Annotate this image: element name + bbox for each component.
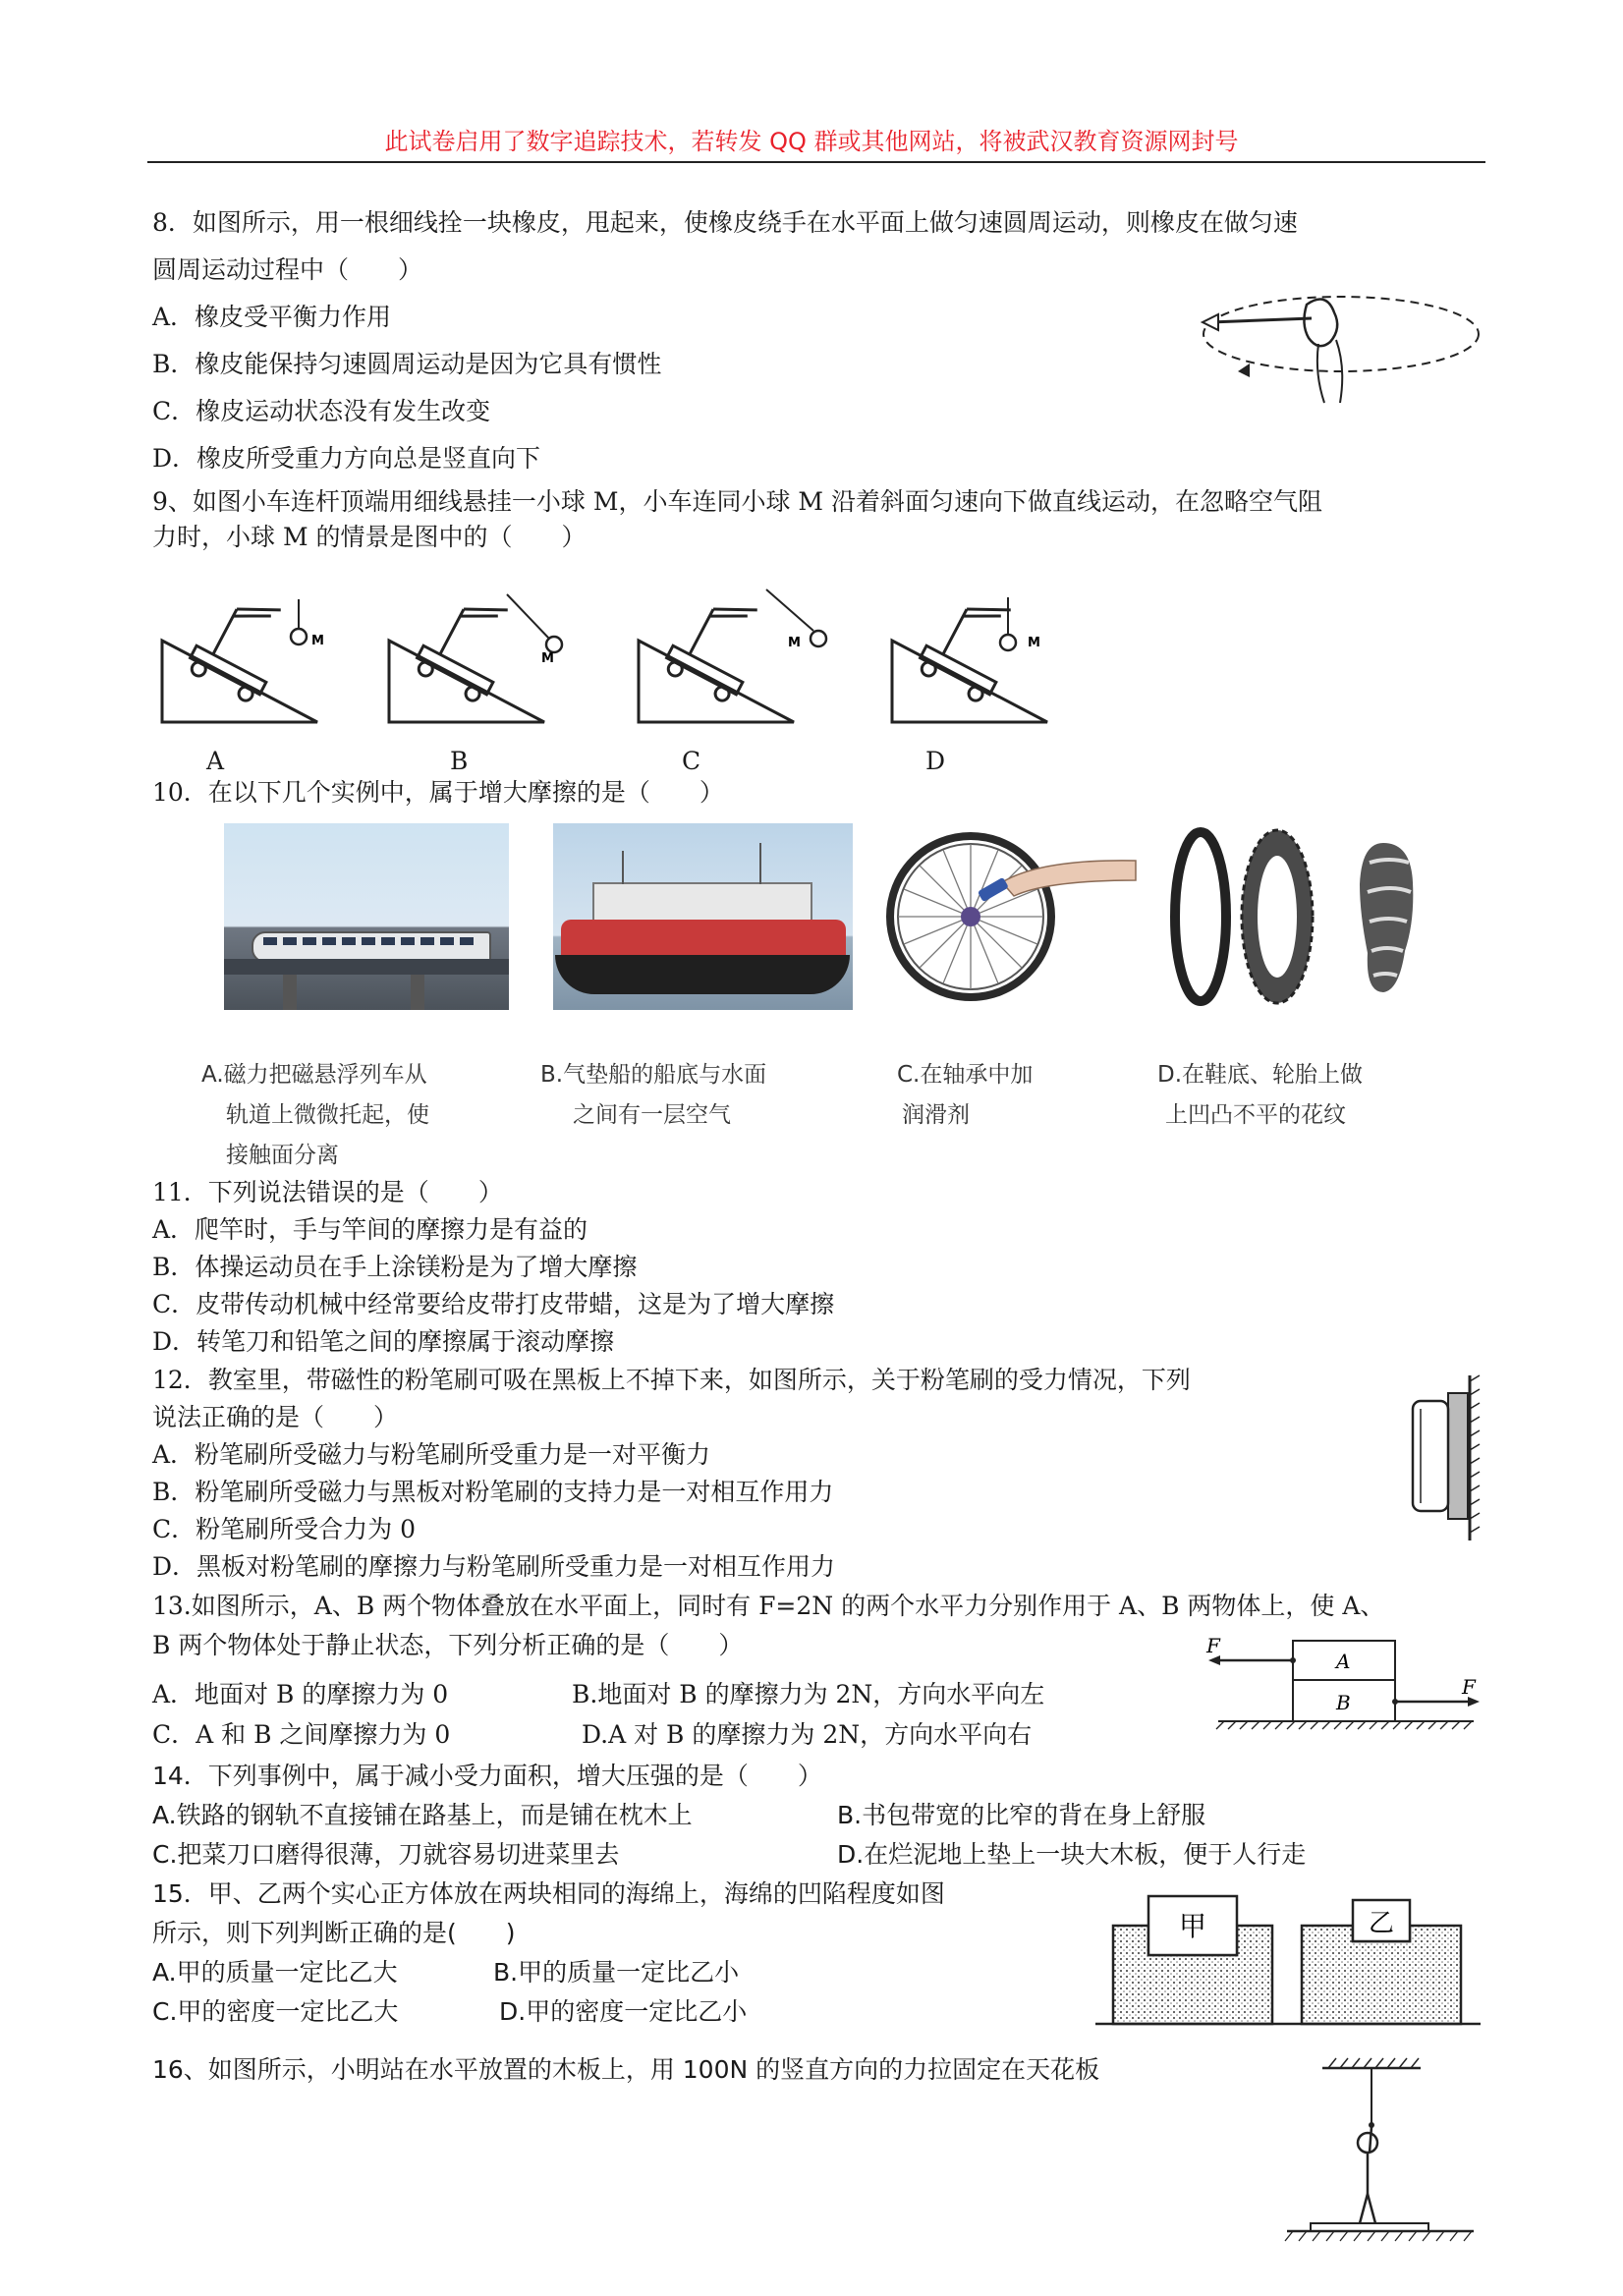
q8-option-d: D．橡皮所受重力方向总是竖直向下 bbox=[152, 444, 541, 473]
q13-label-b: B bbox=[1336, 1691, 1351, 1714]
q10-caption-c-line2: 润滑剂 bbox=[902, 1102, 970, 1128]
anti-piracy-banner: 此试卷启用了数字追踪技术，若转发 QQ 群或其他网站，将被武汉教育资源网封号 bbox=[384, 128, 1239, 155]
q8-stem-line2: 圆周运动过程中（ ） bbox=[152, 255, 423, 284]
q15-stem-line1: 15．甲、乙两个实心正方体放在两块相同的海绵上，海绵的凹陷程度如图 bbox=[152, 1879, 945, 1908]
q9-label-a: A bbox=[206, 747, 225, 775]
q11-option-b: B．体操运动员在手上涂镁粉是为了增大摩擦 bbox=[152, 1253, 638, 1281]
q12-option-d: D．黑板对粉笔刷的摩擦力与粉笔刷所受重力是一对相互作用力 bbox=[152, 1552, 836, 1581]
q10-caption-b-line1: B.气垫船的船底与水面 bbox=[540, 1062, 767, 1088]
q15-option-a: A.甲的质量一定比乙大 bbox=[152, 1958, 398, 1987]
q8-stem-line1: 8．如图所示，用一根细线拴一块橡皮，甩起来，使橡皮绕手在水平面上做匀速圆周运动，则橡皮在做匀速 bbox=[152, 208, 1298, 237]
q15-option-d: D.甲的密度一定比乙小 bbox=[499, 1997, 748, 2026]
q12-option-b: B．粉笔刷所受磁力与黑板对粉笔刷的支持力是一对相互作用力 bbox=[152, 1478, 834, 1506]
q10-caption-d-line2: 上凹凸不平的花纹 bbox=[1165, 1102, 1346, 1128]
q10-caption-a-line3: 接触面分离 bbox=[226, 1143, 339, 1168]
q13-stem-line2: B 两个物体处于静止状态，下列分析正确的是（ ） bbox=[152, 1631, 744, 1659]
q14-option-d: D.在烂泥地上垫上一块大木板，便于人行走 bbox=[837, 1840, 1307, 1869]
q8-option-c: C．橡皮运动状态没有发生改变 bbox=[152, 397, 491, 425]
q9-ball-label-a: M bbox=[311, 634, 324, 648]
q14-option-c: C.把菜刀口磨得很薄，刀就容易切进菜里去 bbox=[152, 1840, 620, 1869]
q13-option-d: D.A 对 B 的摩擦力为 2N，方向水平向右 bbox=[582, 1720, 1033, 1749]
q15-figure-sponges bbox=[1095, 1886, 1488, 2034]
q13-option-b: B.地面对 B 的摩擦力为 2N，方向水平向左 bbox=[572, 1680, 1045, 1708]
q10-figure-bicycle-wheel bbox=[884, 823, 1140, 1010]
q12-figure-chalk-brush-on-board bbox=[1405, 1375, 1483, 1542]
q9-figure-a bbox=[162, 570, 334, 727]
q11-option-a: A．爬竿时，手与竿间的摩擦力是有益的 bbox=[152, 1215, 588, 1244]
q12-stem-line1: 12．教室里，带磁性的粉笔刷可吸在黑板上不掉下来，如图所示，关于粉笔刷的受力情况，下列 bbox=[152, 1366, 1191, 1394]
q8-option-a: A．橡皮受平衡力作用 bbox=[152, 303, 392, 331]
q13-label-a: A bbox=[1336, 1650, 1351, 1673]
q15-option-b: B.甲的质量一定比乙小 bbox=[493, 1958, 740, 1987]
q10-figure-tire-and-sole bbox=[1169, 823, 1425, 1010]
q11-option-c: C．皮带传动机械中经常要给皮带打皮带蜡，这是为了增大摩擦 bbox=[152, 1290, 835, 1318]
q9-label-c: C bbox=[682, 747, 701, 775]
q10-caption-d-line1: D.在鞋底、轮胎上做 bbox=[1157, 1062, 1364, 1088]
q9-ball-label-c: M bbox=[788, 636, 801, 650]
q12-option-c: C．粉笔刷所受合力为 0 bbox=[152, 1515, 416, 1543]
q16-stem: 16、如图所示，小明站在水平放置的木板上，用 100N 的竖直方向的力拉固定在天花板 bbox=[152, 2055, 1100, 2084]
q9-ball-label-d: M bbox=[1028, 636, 1040, 650]
q10-caption-a-line2: 轨道上微微托起，使 bbox=[226, 1102, 429, 1128]
q13-stem-line1: 13.如图所示，A、B 两个物体叠放在水平面上，同时有 F=2N 的两个水平力分别作用于 A、B 两物体上，使 A、 bbox=[152, 1592, 1385, 1620]
q16-figure-boy-pulling-ceiling bbox=[1277, 2048, 1493, 2265]
q14-stem: 14．下列事例中，属于减小受力面积，增大压强的是（ ） bbox=[152, 1762, 822, 1790]
q13-figure-stacked-blocks bbox=[1199, 1631, 1493, 1749]
q10-stem: 10．在以下几个实例中，属于增大摩擦的是（ ） bbox=[152, 778, 724, 807]
q9-stem-line2: 力时，小球 M 的情景是图中的（ ） bbox=[152, 523, 587, 551]
q9-figure-c bbox=[639, 570, 820, 727]
header-rule bbox=[147, 161, 1485, 163]
q9-stem-line1: 9、如图小车连杆顶端用细线悬挂一小球 M，小车连同小球 M 沿着斜面匀速向下做直线运动，在忽略空气阻 bbox=[152, 487, 1322, 516]
q12-option-a: A．粉笔刷所受磁力与粉笔刷所受重力是一对平衡力 bbox=[152, 1440, 711, 1469]
q10-caption-b-line2: 之间有一层空气 bbox=[573, 1102, 731, 1128]
q8-figure-circular-motion bbox=[1189, 275, 1483, 422]
q15-label-jia: 甲 bbox=[1178, 1910, 1207, 1942]
q13-option-a: A．地面对 B 的摩擦力为 0 bbox=[152, 1680, 449, 1708]
q9-figure-d bbox=[892, 570, 1064, 727]
q13-label-f-right: F bbox=[1462, 1675, 1476, 1699]
q9-figure-b bbox=[389, 570, 561, 727]
q9-ball-label-b: M bbox=[541, 651, 554, 666]
q12-stem-line2: 说法正确的是（ ） bbox=[152, 1403, 399, 1431]
q13-option-c: C．A 和 B 之间摩擦力为 0 bbox=[152, 1720, 451, 1749]
q10-photo-hovercraft bbox=[553, 823, 853, 1010]
q14-option-b: B.书包带宽的比窄的背在身上舒服 bbox=[837, 1801, 1206, 1829]
q10-caption-c-line1: C.在轴承中加 bbox=[897, 1062, 1034, 1088]
q15-option-c: C.甲的密度一定比乙大 bbox=[152, 1997, 399, 2026]
q11-option-d: D．转笔刀和铅笔之间的摩擦属于滚动摩擦 bbox=[152, 1327, 615, 1356]
q8-option-b: B．橡皮能保持匀速圆周运动是因为它具有惯性 bbox=[152, 350, 662, 378]
q13-label-f-left: F bbox=[1206, 1634, 1220, 1657]
q15-label-yi: 乙 bbox=[1368, 1909, 1395, 1938]
q10-photo-maglev-train bbox=[224, 823, 509, 1010]
q14-option-a: A.铁路的钢轨不直接铺在路基上，而是铺在枕木上 bbox=[152, 1801, 693, 1829]
q15-stem-line2: 所示，则下列判断正确的是( ) bbox=[152, 1919, 516, 1947]
q9-label-b: B bbox=[450, 747, 469, 775]
q10-caption-a-line1: A.磁力把磁悬浮列车从 bbox=[201, 1062, 427, 1088]
q9-label-d: D bbox=[925, 747, 946, 775]
q11-stem: 11．下列说法错误的是（ ） bbox=[152, 1178, 503, 1206]
